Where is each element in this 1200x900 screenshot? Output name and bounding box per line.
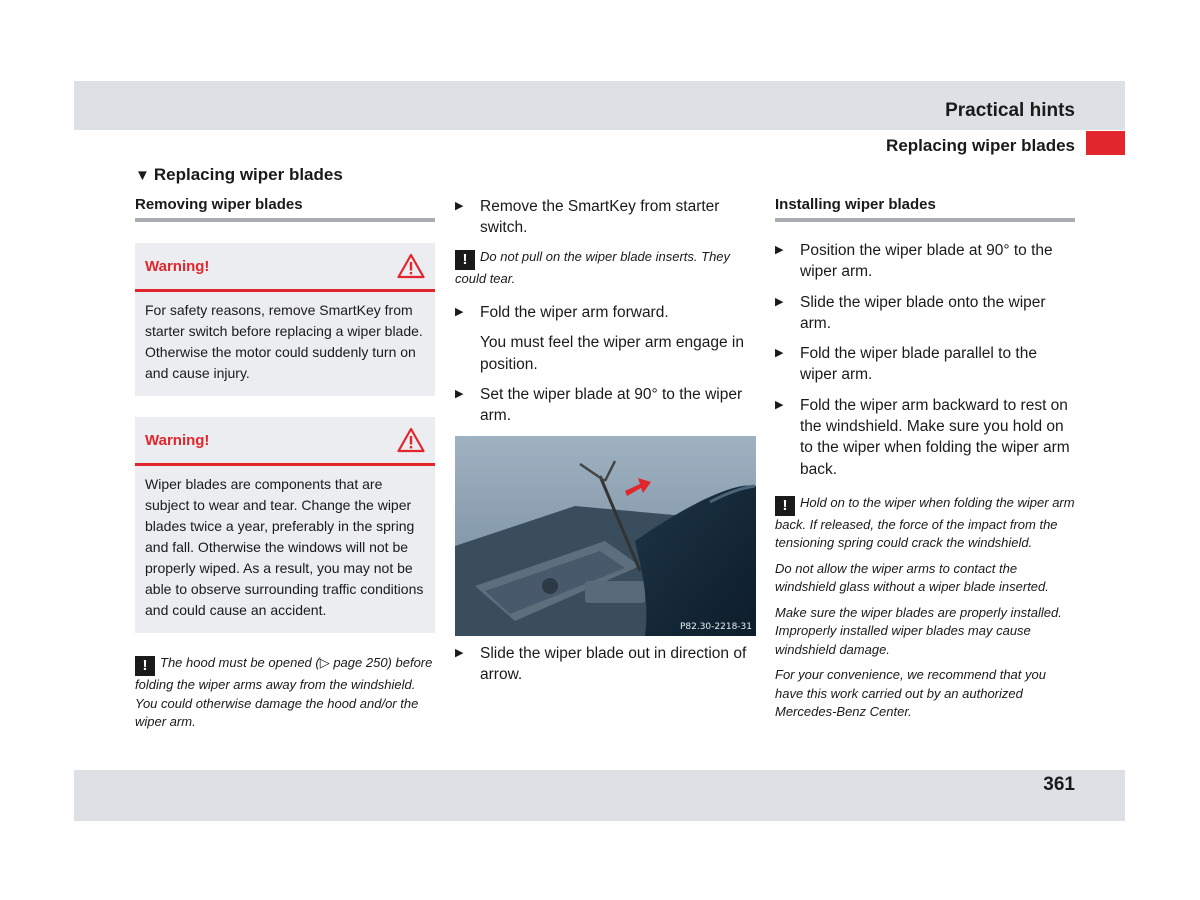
step-text: Remove the SmartKey from starter switch. xyxy=(480,198,720,237)
warning-label: Warning! xyxy=(145,257,210,275)
page-heading-text: Replacing wiper blades xyxy=(153,165,343,184)
inserts-note-text: Do not pull on the wiper blade inserts. They could tear. xyxy=(455,248,731,286)
step-text: Slide the wiper blade onto the wiper arm. xyxy=(800,293,1046,332)
step-text: Fold the wiper arm forward. xyxy=(480,304,669,322)
page-heading xyxy=(135,165,343,185)
step-text: Set the wiper blade at 90° to the wiper arm. xyxy=(480,385,743,425)
removing-subhead: Removing wiper blades xyxy=(135,196,435,222)
warning-text: Wiper blades are components that are subject to wear and tear. Change the wiper blades twice a year, preferably in the spring and fall. Otherwise the windows will not be properly wiped. As a result, you may not be able to observe surrounding traffic conditions and could cause an accident. xyxy=(145,476,424,618)
list-item xyxy=(455,196,755,239)
triangle-down-icon: ▼ xyxy=(135,167,150,184)
hold-wiper-note xyxy=(775,494,1075,553)
wiper-photo xyxy=(455,436,756,636)
step-arrow-icon: ▶ xyxy=(455,306,464,319)
attention-icon: ! xyxy=(775,496,795,516)
list-item xyxy=(775,240,1075,283)
step-arrow-icon: ▶ xyxy=(455,200,464,212)
step-arrow-icon: ▶ xyxy=(775,295,784,308)
column-right xyxy=(775,196,1075,729)
section-tab-marker xyxy=(1086,131,1125,155)
list-item xyxy=(455,384,755,427)
warning-text: For safety reasons, remove SmartKey from starter switch before replacing a wiper blade. Otherwise the motor could suddenly turn on and cause injury. xyxy=(145,302,423,381)
image-code: P82.30-2218-31 xyxy=(679,621,752,632)
step-arrow-icon: ▶ xyxy=(775,244,784,256)
column-left xyxy=(135,196,435,739)
warning-header xyxy=(135,417,435,466)
step-text: Fold the wiper arm backward to rest on the windshield. Make sure you hold on to the wiper when folding the wiper arm back. xyxy=(800,396,1070,478)
step-continuation: You must feel the wiper arm engage in position. xyxy=(480,334,744,373)
list-item xyxy=(775,343,1075,386)
step-text: Position the wiper blade at 90° to the wiper arm. xyxy=(800,242,1053,281)
warning-box-smartkey xyxy=(135,243,435,396)
step-arrow-icon: ▶ xyxy=(455,387,464,400)
chapter-title: Practical hints xyxy=(945,100,1075,121)
attention-icon: ! xyxy=(135,656,155,676)
warning-triangle-icon xyxy=(397,427,425,453)
warning-header xyxy=(135,243,435,292)
install-properly-note: Make sure the wiper blades are properly installed. Improperly installed wiper blades may cause windshield damage. xyxy=(775,604,1062,657)
section-title: Replacing wiper blades xyxy=(886,136,1075,155)
warning-label: Warning! xyxy=(145,431,210,449)
step-arrow-icon: ▶ xyxy=(775,398,784,411)
column-middle xyxy=(455,196,755,694)
attention-icon: ! xyxy=(455,250,475,270)
hood-note-text: The hood must be opened (▷ page 250) before folding the wiper arms away from the windshield. You could otherwise damage the hood and/or the wiper arm. xyxy=(135,655,433,729)
warning-triangle-icon xyxy=(397,253,425,279)
list-item xyxy=(455,643,755,686)
page-number: 361 xyxy=(1043,774,1075,795)
list-item xyxy=(775,292,1075,335)
no-blade-note: Do not allow the wiper arms to contact the windshield glass without a wiper blade inserted. xyxy=(775,560,1049,595)
step-arrow-icon: ▶ xyxy=(455,646,464,659)
installing-subhead: Installing wiper blades xyxy=(775,196,1075,222)
hold-wiper-note-text: Hold on to the wiper when folding the wiper arm back. If released, the force of the impact from the tensioning spring could crack the windshield. xyxy=(775,494,1075,551)
footer-band xyxy=(74,770,1125,821)
list-item xyxy=(455,302,755,323)
warning-box-wear xyxy=(135,417,435,633)
step-text: Fold the wiper blade parallel to the wiper arm. xyxy=(800,345,1037,384)
step-text: Slide the wiper blade out in direction of arrow. xyxy=(480,644,747,683)
list-item xyxy=(775,395,1075,480)
hood-note xyxy=(135,654,435,732)
service-center-note: For your convenience, we recommend that you have this work carried out by an authorized Mercedes-Benz Center. xyxy=(775,667,1046,720)
step-arrow-icon: ▶ xyxy=(775,347,784,360)
inserts-note xyxy=(455,248,755,289)
